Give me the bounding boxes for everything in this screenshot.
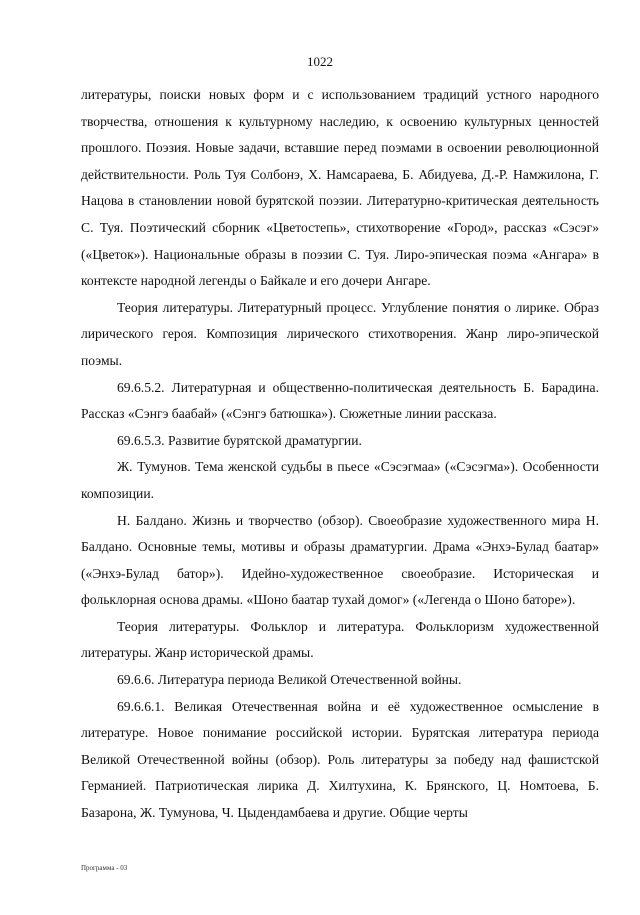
paragraph-2: Теория литературы. Литературный процесс. Углубление понятия о лирике. Образ лирического героя. Композиция лирического стихотворения. Жанр лиро-эпической поэмы. xyxy=(81,299,599,368)
paragraph-5: Ж. Тумунов. Тема женской судьбы в пьесе «Сэсэгмаа» («Сэсэгма»). Особенности композиции. xyxy=(81,459,599,501)
paragraph-9: 69.6.6.1. Великая Отечественная война и её художественное осмысление в литературе. Новое понимание российской истории. Бурятская литература периода Великой Отечественной войны (обзор). Роль литературы за победу над фашистской Германией. Патриотическая лирика Д. Хилтухина, К. Брянского, Ц. Номтоева, Б. Базарона, Ж. Тумунова, Ч. Цыдендамбаева и другие. Общие черты xyxy=(81,698,599,821)
paragraph-7: Теория литературы. Фольклор и литература. Фольклоризм художественной литературы. Жанр исторической драмы. xyxy=(81,618,599,661)
paragraph-4: 69.6.5.3. Развитие бурятской драматургии. xyxy=(117,432,362,448)
page-number: 1022 xyxy=(307,54,333,69)
paragraph-3: 69.6.5.2. Литературная и общественно-политическая деятельность Б. Барадина. Рассказ «Сэнгэ баабай» («Сэнгэ батюшка»). Сюжетные линии рассказа. xyxy=(81,379,599,422)
paragraph-8: 69.6.6. Литература периода Великой Отечественной войны. xyxy=(117,672,462,688)
body-text xyxy=(81,82,599,827)
paragraph-6: Н. Балдано. Жизнь и творчество (обзор). Своеобразие художественного мира Н. Балдано. Основные темы, мотивы и образы драматургии. Драма «Энхэ-Булад баатар» («Энхэ-Булад батор»). Идейно-художественное своеобразие. Историческая и фольклорная основа драмы. «Шоно баатар тухай домог» («Легенда о Шоно баторе»). xyxy=(81,512,599,608)
paragraph-1: литературы, поиски новых форм и с использованием традиций устного народного творчества, отношения к культурному наследию, к освоению культурных ценностей прошлого. Поэзия. Новые задачи, вставшие перед поэмами в освоении революционной действительности. Роль Туя Солбонэ, Х. Намсараева, Б. Абидуева, Д.-Р. Намжилона, Г. Нацова в становлении новой бурятской поэзии. Литературно-критическая деятельность С. Туя. Поэтический сборник «Цветостепь», стихотворение «Город», рассказ «Сэсэг» («Цветок»). Национальные образы в поэзии С. Туя. Лиро-эпическая поэма «Ангара» в контексте народной легенды о Байкале и его дочери Ангаре. xyxy=(81,87,599,289)
footer-label: Программа - 03 xyxy=(81,864,128,872)
